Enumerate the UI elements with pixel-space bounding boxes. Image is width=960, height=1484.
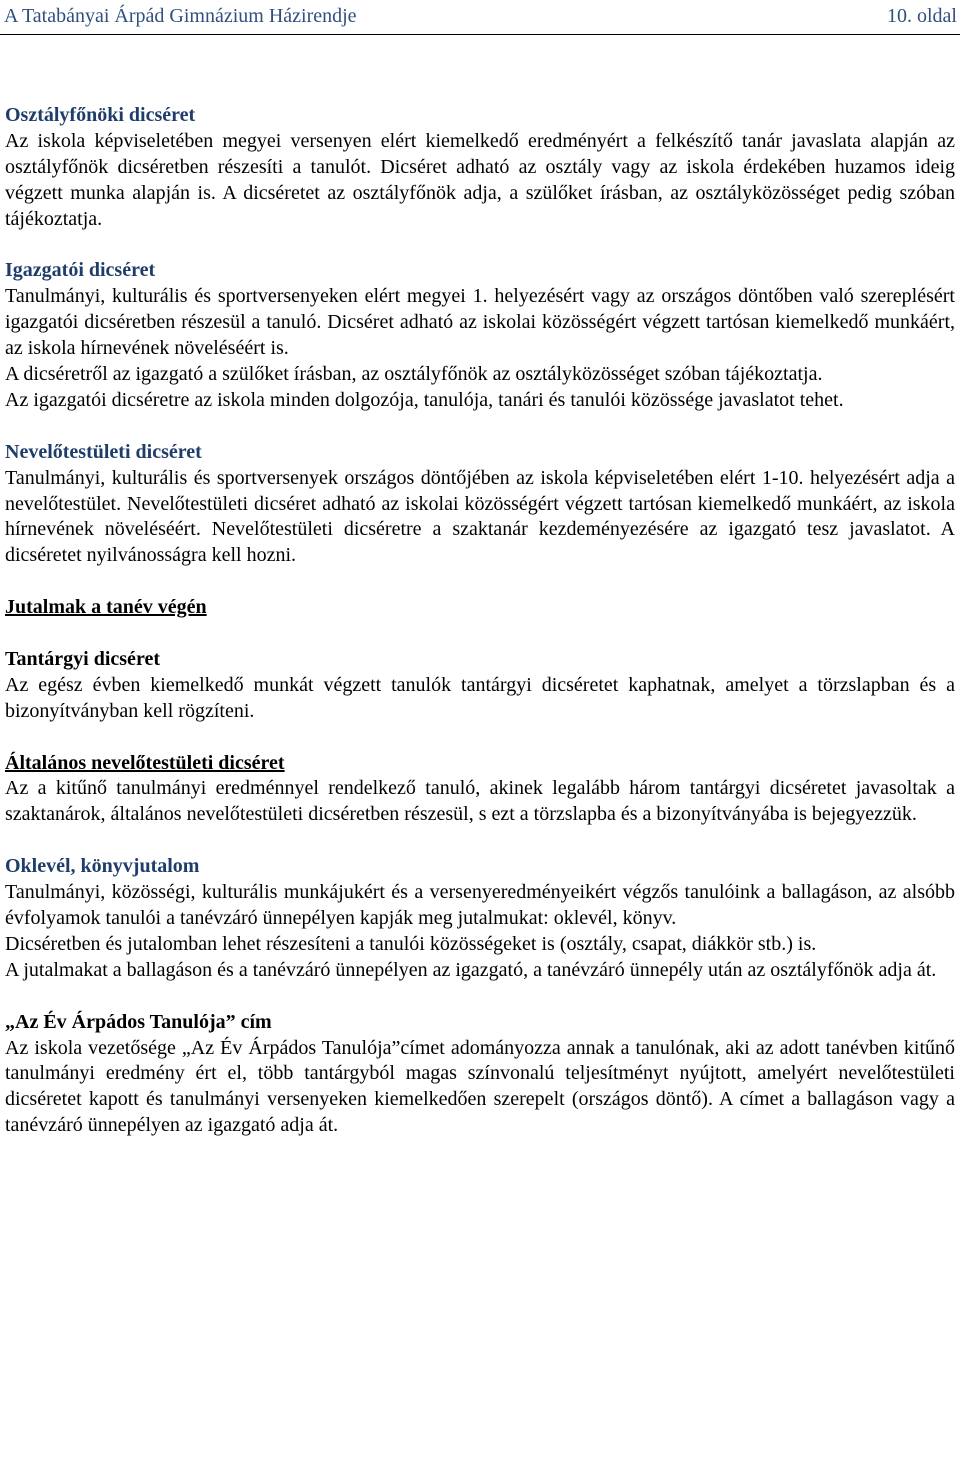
section-altalanos-nevelotestuleti-dicseret (5, 751, 955, 829)
paragraph-gap (5, 233, 955, 259)
paragraph-gap (5, 414, 955, 440)
section-paragraph: Tanulmányi, közösségi, kulturális munkájukért és a versenyeredményeikért végzős tanulóink a ballagáson, az alsóbb évfolyamok tanulói a tanévzáró ünnepélyen kapják meg jutalmukat: oklevél, könyv. (5, 881, 955, 929)
section-heading: Osztályfőnöki dicséret (5, 104, 196, 126)
section-paragraph: Az igazgatói dicséretre az iskola minden dolgozója, tanulója, tanári és tanulói közössége javaslatot tehet. (5, 388, 844, 411)
paragraph-gap (5, 725, 955, 751)
header-title: A Tatabányai Árpád Gimnázium Házirendje (4, 5, 357, 27)
section-oklevel-konyvjutalom (5, 854, 955, 984)
section-paragraph: Dicséretben és jutalomban lehet részesíteni a tanulói közösségeket is (osztály, csapat, diákkör stb.) is. (5, 932, 817, 955)
section-paragraph: A jutalmakat a ballagáson és a tanévzáró ünnepélyen az igazgató, a tanévzáró ünnepély után az osztályfőnök adja át. (5, 958, 937, 981)
paragraph-gap (5, 569, 955, 595)
section-tantargyi-dicseret (5, 647, 955, 725)
section-heading: Nevelőtestületi dicséret (5, 440, 202, 463)
section-heading: Általános nevelőtestületi dicséret (5, 751, 285, 774)
section-heading: Igazgatói dicséret (5, 259, 156, 282)
section-paragraph: Az egész évben kiemelkedő munkát végzett tanulók tantárgyi dicséretet kaphatnak, amelyet a törzslapban és a bizonyítványban kell rögzíteni. (5, 673, 955, 722)
paragraph-gap (5, 828, 955, 854)
section-paragraph: Az a kitűnő tanulmányi eredménnyel rendelkező tanuló, akinek legalább három tantárgyi dicséretet javasoltak a szaktanárok, általános nevelőtestületi dicséretben részesül, s ezt a törzslapba és a bizonyítványába is bejegyezzük. (5, 777, 955, 826)
document-body (5, 103, 955, 1139)
header-page-number: 10. oldal (887, 5, 957, 27)
section-heading: Tantárgyi dicséret (5, 647, 160, 670)
paragraph-gap (5, 984, 955, 1010)
paragraph-gap (5, 621, 955, 647)
section-paragraph: Az iskola vezetősége „Az Év Árpádos Tanulója”címet adományozza annak a tanulónak, aki az adott tanévben kitűnő tanulmányi eredmény ért el, több tantárgyból magas színvonalú teljesítményt nyújtott, amelyért nevelőtestületi dicséretet kapott és tanulmányi versenyeken kiemelkedően szerepelt (országos döntő). A címet a ballagáson vagy a tanévzáró ünnepélyen az igazgató adja át. (5, 1036, 955, 1137)
section-az-ev-arpados-tanuloja (5, 1010, 955, 1140)
section-igazgatoi-dicseret (5, 258, 955, 413)
section-paragraph: Az iskola képviseletében megyei versenyen elért kiemelkedő eredményért a felkészítő tanár javaslata alapján az osztályfőnök dicséretben részesíti a tanulót. Dicséret adható az osztály vagy az iskola érdekében huzamos ideig végzett munka alapján is. A dicséretet az osztályfőnök adja, a szülőket írásban, az osztályközösséget pedig szóban tájékoztatja. (5, 129, 955, 230)
major-heading: Jutalmak a tanév végén (5, 596, 207, 619)
section-paragraph: Tanulmányi, kulturális és sportversenyeken elért megyei 1. helyezésért vagy az országos döntőben való szereplésért igazgatói dicséretben részesül a tanuló. Dicséret adható az iskolai közösségért végzett tartósan kiemelkedő munkáért, az iskola hírnevének növeléséért is. (5, 285, 955, 360)
section-nevelotestuleti-dicseret (5, 440, 955, 570)
section-heading: „Az Év Árpádos Tanulója” cím (5, 1010, 272, 1033)
section-heading: Oklevél, könyvjutalom (5, 855, 200, 878)
section-paragraph: A dicséretről az igazgató a szülőket írásban, az osztályfőnök az osztályközösséget szóban tájékoztatja. (5, 363, 823, 386)
section-paragraph: Tanulmányi, kulturális és sportversenyek országos döntőjében az iskola képviseletében elért 1-10. helyezésért adja a nevelőtestület. Nevelőtestületi dicséret adható az iskolai közösségért végzett tartósan kiemelkedő munkáért, az iskola hírnevének növeléséért. Nevelőtestületi dicséretre a szaktanár kezdeményezésére az igazgató tesz javaslatot. A dicséretet nyilvánosságra kell hozni. (5, 466, 955, 567)
section-jutalmak-a-tanev-vegen (5, 595, 955, 621)
section-osztalyfonoki-dicseret (5, 103, 955, 233)
page-header (0, 0, 960, 35)
